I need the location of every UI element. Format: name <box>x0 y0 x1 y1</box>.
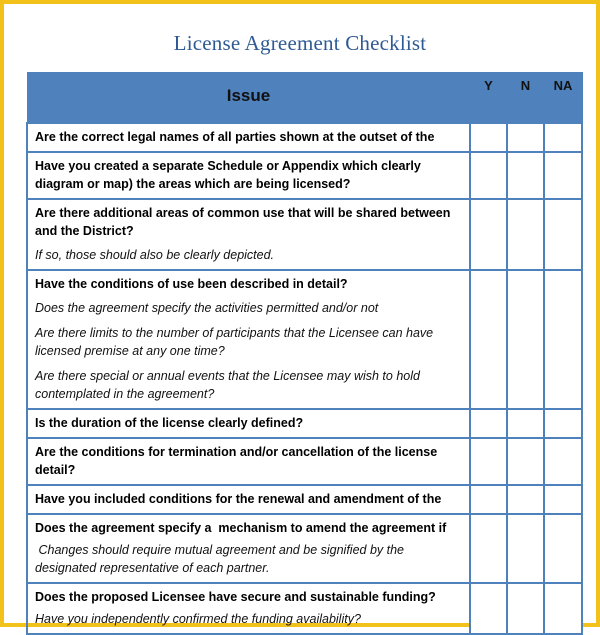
no-checkbox-cell[interactable] <box>507 514 544 583</box>
question-note: If so, those should also be clearly depicted. <box>35 248 275 262</box>
no-checkbox-cell[interactable] <box>507 152 544 199</box>
checklist-row <box>27 199 582 270</box>
question-text: Does the proposed Licensee have secure and sustainable funding? <box>35 590 436 604</box>
checklist-row <box>27 438 582 485</box>
issue-cell <box>27 270 470 409</box>
yes-checkbox-cell[interactable] <box>470 485 507 514</box>
checklist-row <box>27 583 582 634</box>
na-checkbox-cell[interactable] <box>544 485 582 514</box>
yes-checkbox-cell[interactable] <box>470 409 507 438</box>
issue-cell <box>27 514 470 583</box>
question-text: Is the duration of the license clearly defined? <box>35 416 304 430</box>
question-text: Are the conditions for termination and/or cancellation of the license detail? <box>35 445 438 477</box>
issue-cell <box>27 485 470 514</box>
yes-checkbox-cell[interactable] <box>470 514 507 583</box>
issue-column-header: Issue <box>27 73 470 124</box>
checklist-row <box>27 152 582 199</box>
no-checkbox-cell[interactable] <box>507 199 544 270</box>
question-text: Have the conditions of use been described in detail? <box>35 277 348 291</box>
checklist-row <box>27 409 582 438</box>
checklist-row <box>27 485 582 514</box>
page-title: License Agreement Checklist <box>173 31 427 55</box>
na-checkbox-cell[interactable] <box>544 152 582 199</box>
no-checkbox-cell[interactable] <box>507 270 544 409</box>
na-checkbox-cell[interactable] <box>544 199 582 270</box>
yes-checkbox-cell[interactable] <box>470 270 507 409</box>
table-header-row <box>27 73 582 124</box>
question-text: Does the agreement specify a mechanism to amend the agreement if <box>35 521 447 535</box>
not-applicable-column-header: NA <box>544 73 582 124</box>
no-checkbox-cell[interactable] <box>507 438 544 485</box>
no-checkbox-cell[interactable] <box>507 583 544 634</box>
na-checkbox-cell[interactable] <box>544 514 582 583</box>
question-text: Are there additional areas of common use that will be shared between and the District? <box>35 206 451 238</box>
no-checkbox-cell[interactable] <box>507 409 544 438</box>
checklist-row <box>27 123 582 152</box>
na-checkbox-cell[interactable] <box>544 270 582 409</box>
yes-checkbox-cell[interactable] <box>470 199 507 270</box>
checklist-row <box>27 270 582 409</box>
checklist-table <box>26 72 583 635</box>
yes-column-header: Y <box>470 73 507 124</box>
question-note: Are there limits to the number of participants that the Licensee can have licensed premise at any one time? <box>35 326 434 358</box>
issue-cell <box>27 409 470 438</box>
no-checkbox-cell[interactable] <box>507 485 544 514</box>
na-checkbox-cell[interactable] <box>544 438 582 485</box>
no-checkbox-cell[interactable] <box>507 123 544 152</box>
question-note: Are there special or annual events that the Licensee may wish to hold contemplated in the agreement? <box>35 369 420 401</box>
na-checkbox-cell[interactable] <box>544 583 582 634</box>
yes-checkbox-cell[interactable] <box>470 583 507 634</box>
yes-checkbox-cell[interactable] <box>470 123 507 152</box>
issue-cell <box>27 438 470 485</box>
question-text: Are the correct legal names of all parties shown at the outset of the <box>35 130 435 144</box>
na-checkbox-cell[interactable] <box>544 123 582 152</box>
question-text: Have you created a separate Schedule or Appendix which clearly diagram or map) the areas which are being licensed? <box>35 159 421 191</box>
yes-checkbox-cell[interactable] <box>470 152 507 199</box>
question-note: Does the agreement specify the activities permitted and/or not <box>35 301 379 315</box>
no-column-header: N <box>507 73 544 124</box>
yes-checkbox-cell[interactable] <box>470 438 507 485</box>
checklist-row <box>27 514 582 583</box>
issue-cell <box>27 199 470 270</box>
issue-cell <box>27 152 470 199</box>
question-text: Have you included conditions for the renewal and amendment of the <box>35 492 442 506</box>
issue-cell <box>27 123 470 152</box>
na-checkbox-cell[interactable] <box>544 409 582 438</box>
question-note: Have you independently confirmed the funding availability? <box>35 612 361 626</box>
issue-cell <box>27 583 470 634</box>
question-note: Changes should require mutual agreement and be signified by the designated representative of each partner. <box>35 543 408 575</box>
